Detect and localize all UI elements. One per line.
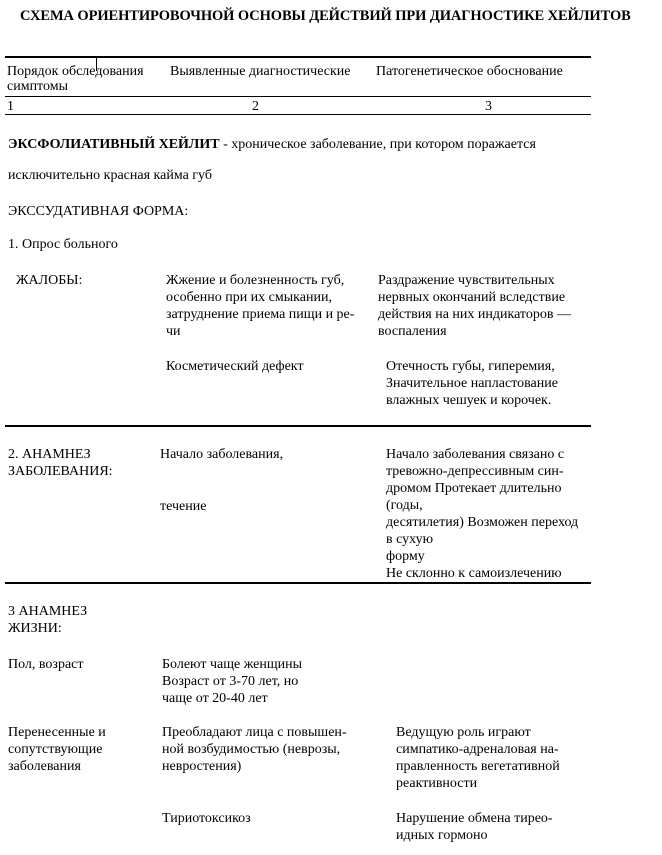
- thyrotoxicosis-reason: [396, 810, 553, 844]
- complaint-reason-1: [378, 272, 571, 340]
- text-line: Раздражение чувствительных: [378, 273, 555, 288]
- column-header-order-cont: симптомы: [7, 79, 68, 94]
- text-line: форму: [386, 549, 425, 564]
- column-number-2: 2: [252, 99, 259, 114]
- text-line: Нарушение обмена тирео-: [396, 811, 553, 826]
- column-header-rationale: Патогенетическое обоснование: [376, 64, 563, 79]
- text-line: ЗАБОЛЕВАНИЯ:: [8, 464, 113, 479]
- header-top-rule: [5, 56, 591, 58]
- text-line: Начало заболевания связано с: [386, 447, 565, 462]
- form-heading: ЭКССУДАТИВНАЯ ФОРМА:: [8, 204, 189, 219]
- text-line: в сухую: [386, 532, 434, 547]
- column-header-symptoms: Выявленные диагностические: [170, 64, 351, 79]
- text-line: чи: [166, 324, 181, 339]
- text-line: правленность вегетативной: [396, 759, 560, 774]
- disease-term: ЭКСФОЛИАТИВНЫЙ ХЕЙЛИТ: [8, 137, 220, 152]
- complaint-symptom-1: [166, 272, 354, 340]
- complaints-label: ЖАЛОБЫ:: [16, 273, 83, 288]
- text-line: Ведущую роль играют: [396, 725, 531, 740]
- text-line: реактивности: [396, 776, 478, 791]
- anamnesis-disease-reason: [386, 446, 578, 582]
- text-line: ной возбудимостью (неврозы,: [162, 742, 341, 757]
- disease-course: течение: [160, 499, 207, 514]
- text-line: действия на них индикаторов —: [378, 307, 571, 322]
- text-line: чаще от 20-40 лет: [162, 691, 268, 706]
- definition-line: [8, 136, 536, 153]
- header-bottom-rule: [5, 114, 591, 115]
- thyrotoxicosis-value: Тириотоксикоз: [162, 811, 251, 826]
- definition-text: - хроническое заболевание, при котором поражается: [219, 137, 536, 152]
- column-number-3: 3: [485, 99, 492, 114]
- text-line: Отечность губы, гиперемия,: [386, 359, 555, 374]
- step-heading: 1. Опрос больного: [8, 237, 118, 252]
- sex-age-label: Пол, возраст: [8, 657, 84, 672]
- text-line: заболевания: [8, 759, 81, 774]
- section-divider: [5, 425, 591, 427]
- document-title: СХЕМА ОРИЕНТИРОВОЧНОЙ ОСНОВЫ ДЕЙСТВИЙ ПРИ ДИАГНОСТИКЕ ХЕЙЛИТОВ: [20, 8, 631, 24]
- text-line: Преобладают лица с повышен-: [162, 725, 347, 740]
- text-line: симпатико-адреналовая на-: [396, 742, 559, 757]
- diseases-reason: [396, 724, 560, 792]
- diseases-value: [162, 724, 347, 775]
- text-line: дромом Протекает длительно: [386, 481, 562, 496]
- text-line: Возраст от 3-70 лет, но: [162, 674, 299, 689]
- sex-age-value: [162, 656, 302, 707]
- text-line: идных гормоно: [396, 828, 488, 843]
- text-line: 3 АНАМНЕЗ: [8, 604, 88, 619]
- text-line: затруднение приема пищи и ре-: [166, 307, 355, 322]
- text-line: невростения): [162, 759, 242, 774]
- text-line: Не склонно к самоизлечению: [386, 566, 562, 581]
- text-line: (годы,: [386, 498, 423, 513]
- anamnesis-life-label: [8, 603, 87, 637]
- text-line: десятилетия) Возможен переход: [386, 515, 579, 530]
- column-header-order: Порядок обследования: [7, 64, 144, 79]
- definition-line-2: исключительно красная кайма губ: [8, 168, 212, 183]
- text-line: влажных чешуек и корочек.: [386, 393, 552, 408]
- text-line: особенно при их смыкании,: [166, 290, 332, 305]
- complaint-reason-2: [386, 358, 558, 409]
- text-line: сопутствующие: [8, 742, 103, 757]
- text-line: Болеют чаще женщины: [162, 657, 303, 672]
- complaint-symptom-2: Косметический дефект: [166, 359, 304, 374]
- diseases-label: [8, 724, 106, 775]
- text-line: Значительное напластование: [386, 376, 558, 391]
- text-line: воспаления: [378, 324, 447, 339]
- text-line: 2. АНАМНЕЗ: [8, 447, 91, 462]
- text-line: ЖИЗНИ:: [8, 621, 62, 636]
- header-mid-rule: [5, 96, 591, 97]
- text-line: Перенесенные и: [8, 725, 106, 740]
- column-number-1: 1: [7, 99, 14, 114]
- section-divider: [5, 582, 591, 584]
- text-line: Жжение и болезненность губ,: [166, 273, 345, 288]
- text-line: тревожно-депрессивным син-: [386, 464, 564, 479]
- text-line: нервных окончаний вследствие: [378, 290, 566, 305]
- anamnesis-disease-label: [8, 446, 113, 480]
- disease-onset: Начало заболевания,: [160, 447, 284, 462]
